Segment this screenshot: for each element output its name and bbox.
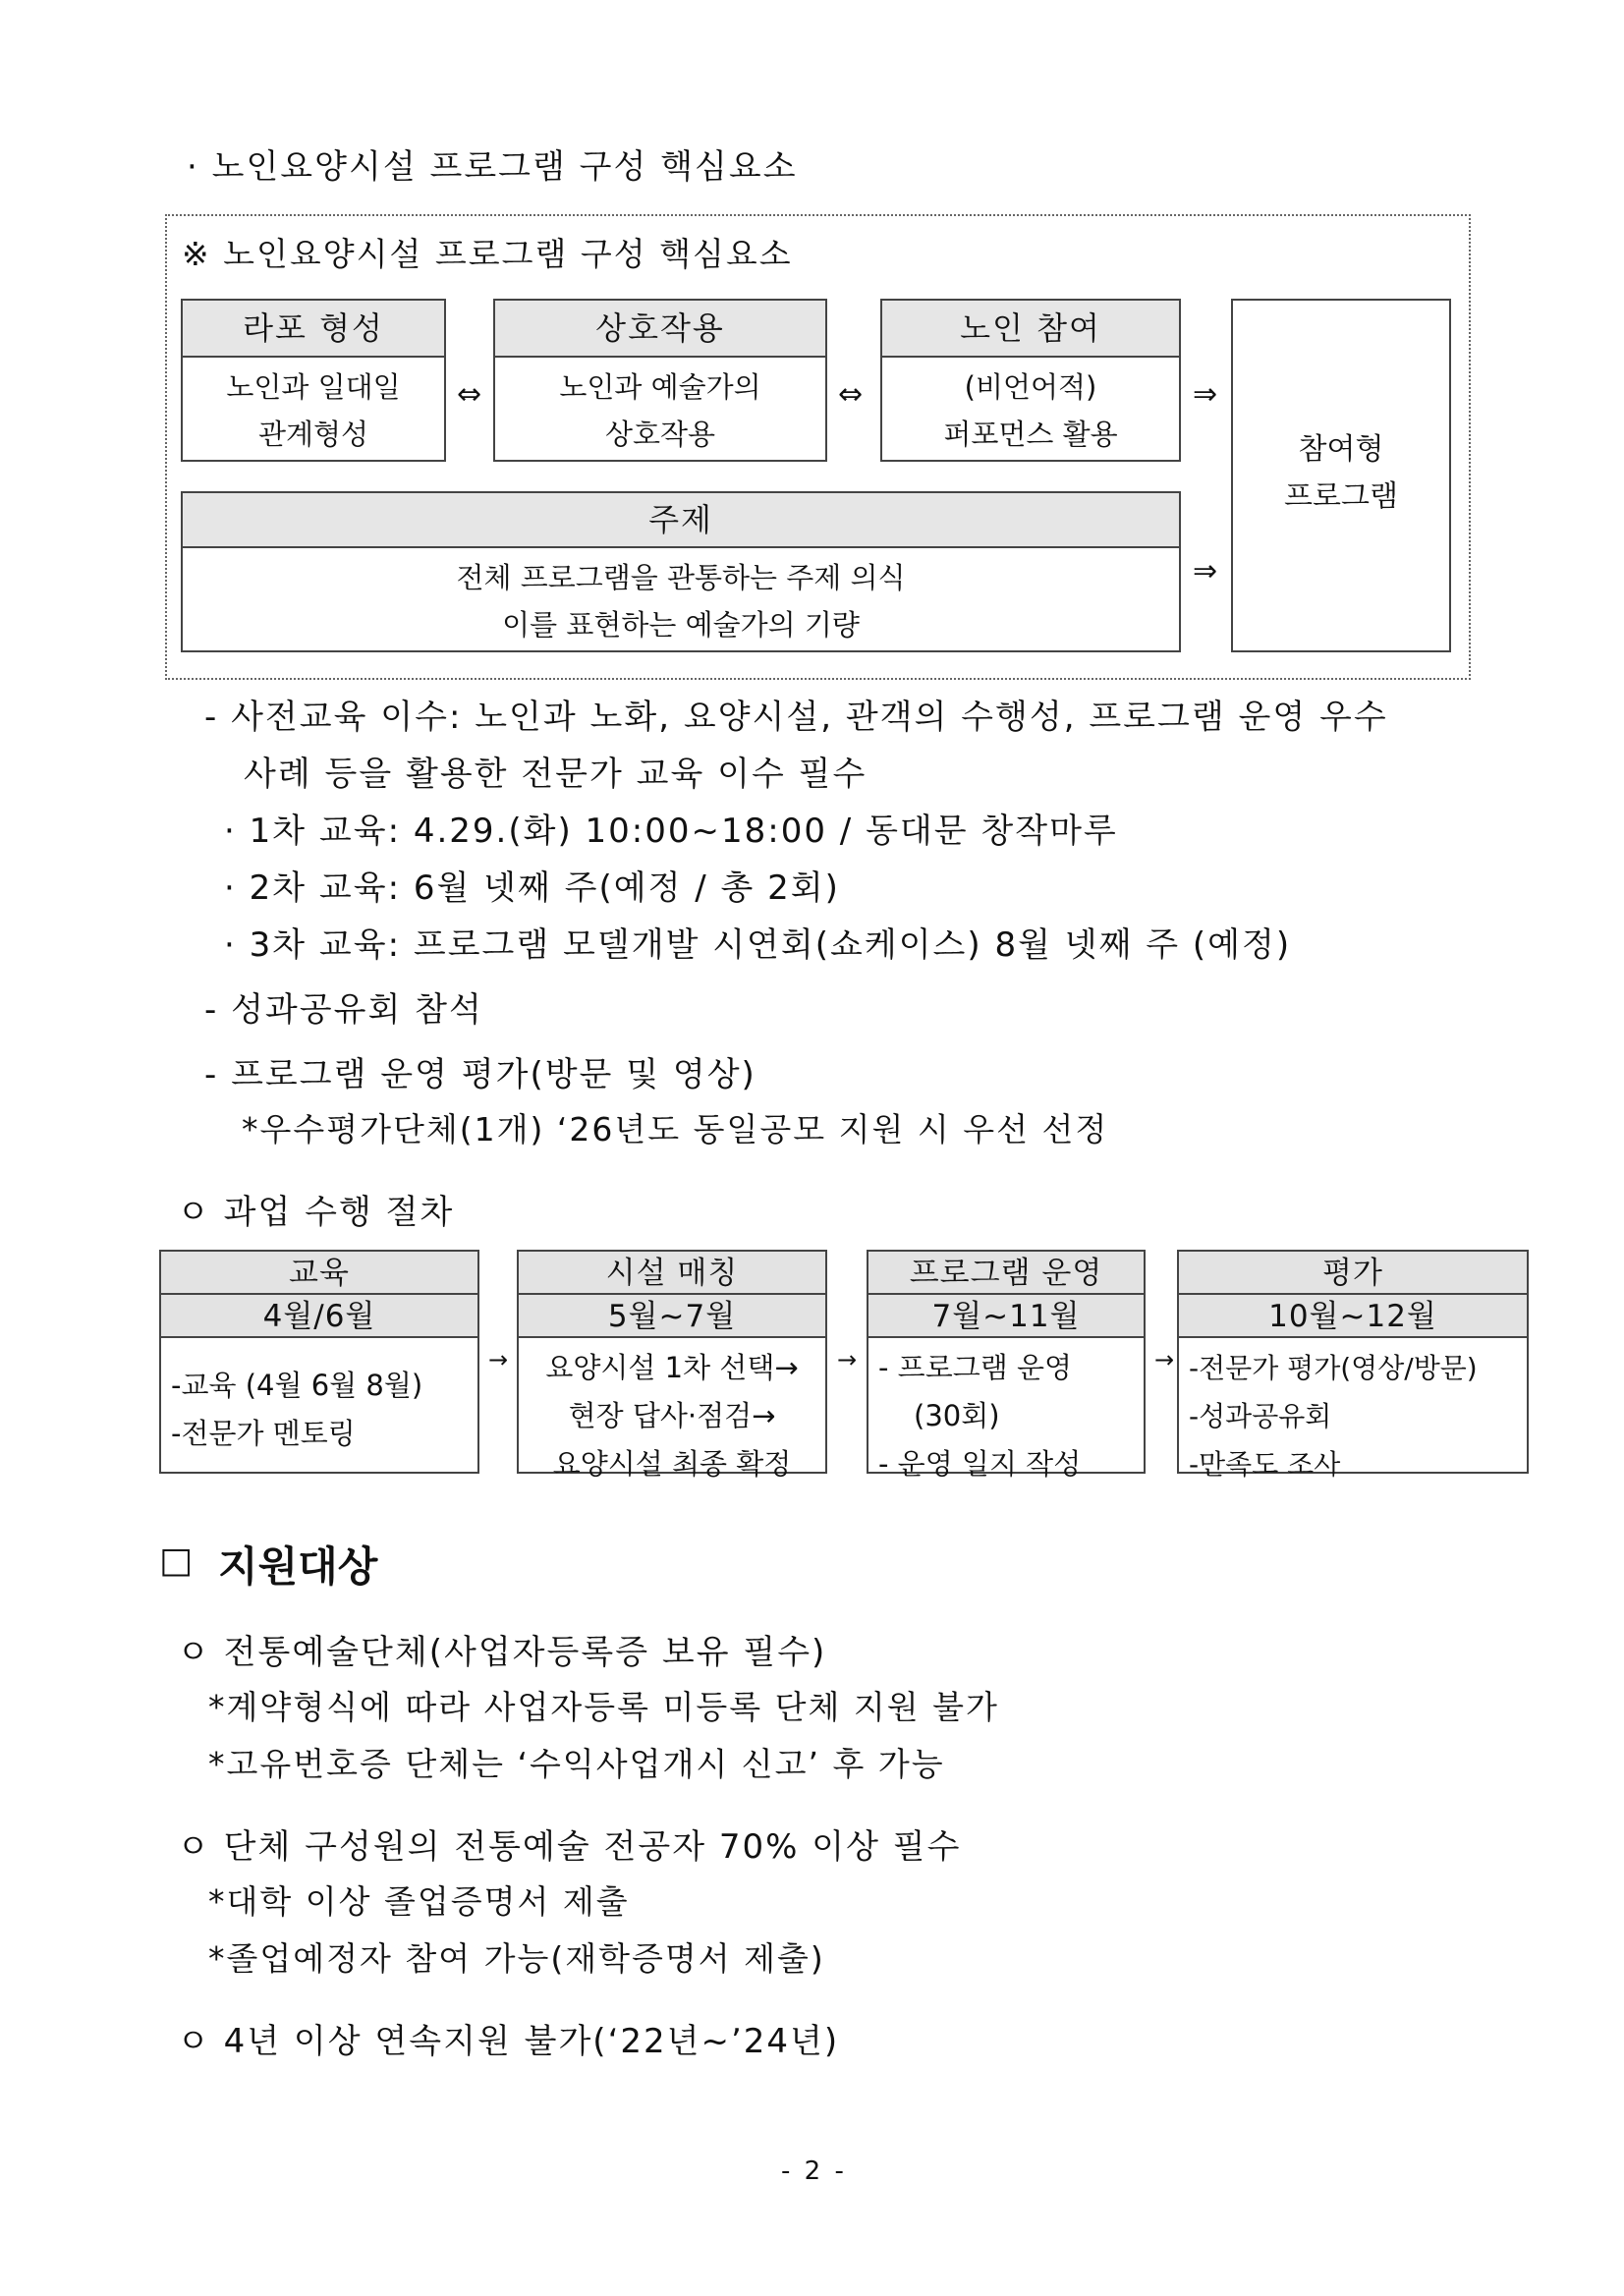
step-title: 시설 매칭: [519, 1252, 825, 1295]
participation-line1: (비언어적): [964, 370, 1097, 404]
bidirectional-arrow-icon: ⇔: [457, 377, 482, 412]
procedure-step-education: [159, 1250, 479, 1474]
education-line2: 사례 등을 활용한 전문가 교육 이수 필수: [244, 755, 868, 794]
step-title: 평가: [1179, 1252, 1527, 1295]
result-box: [1231, 299, 1451, 652]
education-line1: - 사전교육 이수: 노인과 노화, 요양시설, 관객의 수행성, 프로그램 운영 우수: [204, 698, 1388, 737]
support-note-1-1: *계약형식에 따라 사업자등록 미등록 단체 지원 불가: [208, 1688, 999, 1726]
procedure-step-evaluation: [1177, 1250, 1529, 1481]
interaction-line2: 상호작용: [604, 418, 716, 451]
education-item2: · 2차 교육: 6월 넷째 주(예정 / 총 2회): [224, 868, 840, 908]
step-line: 요양시설 최종 확정: [552, 1447, 792, 1481]
education-item1: · 1차 교육: 4.29.(화) 10:00~18:00 / 동대문 창작마루: [224, 812, 1118, 851]
rapport-box: [181, 299, 446, 462]
theme-box: [181, 491, 1181, 652]
interaction-box: [493, 299, 827, 462]
education-item3: · 3차 교육: 프로그램 모델개발 시연회(쇼케이스) 8월 넷째 주 (예정): [224, 925, 1292, 965]
step-line: 요양시설 1차 선택→: [545, 1351, 799, 1384]
support-bullet-3: ㅇ 4년 이상 연속지원 불가(‘22년~’24년): [177, 2022, 840, 2061]
support-bullet-2: ㅇ 단체 구성원의 전통예술 전공자 70% 이상 필수: [177, 1827, 962, 1867]
procedure-step-matching: [517, 1250, 827, 1481]
support-bullet-1: ㅇ 전통예술단체(사업자등록증 보유 필수): [177, 1633, 827, 1672]
page-number: - 2 -: [781, 2156, 847, 2186]
step-period: 10월~12월: [1179, 1295, 1527, 1338]
step-period: 7월~11월: [868, 1295, 1144, 1338]
step-line: -전문가 멘토링: [171, 1417, 356, 1450]
result-line2: 프로그램: [1284, 479, 1398, 514]
right-arrow-icon: →: [488, 1346, 509, 1373]
participation-header: 노인 참여: [882, 301, 1179, 358]
step-period: 5월~7월: [519, 1295, 825, 1338]
step-line: -만족도 조사: [1189, 1448, 1341, 1481]
checkbox-icon: □: [159, 1540, 194, 1581]
procedure-step-operation: [867, 1250, 1146, 1481]
rapport-line2: 관계형성: [257, 418, 369, 451]
step-line: (30회): [914, 1399, 1000, 1432]
rapport-header: 라포 형성: [183, 301, 444, 358]
interaction-line1: 노인과 예술가의: [559, 370, 761, 404]
right-arrow-icon: ⇒: [1193, 377, 1218, 412]
bidirectional-arrow-icon: ⇔: [838, 377, 864, 412]
step-line: - 운영 일지 작성: [878, 1447, 1082, 1481]
step-line: - 프로그램 운영: [878, 1351, 1072, 1384]
right-arrow-icon: →: [1154, 1346, 1175, 1373]
step-line: -성과공유회: [1189, 1400, 1332, 1432]
right-arrow-icon: →: [837, 1346, 858, 1373]
elements-heading: · 노인요양시설 프로그램 구성 핵심요소: [187, 147, 798, 187]
procedure-heading: ㅇ 과업 수행 절차: [177, 1193, 455, 1232]
interaction-header: 상호작용: [495, 301, 825, 358]
support-note-2-2: *졸업예정자 참여 가능(재학증명서 제출): [208, 1939, 825, 1978]
core-elements-title: ※ 노인요양시설 프로그램 구성 핵심요소: [182, 235, 793, 273]
support-note-1-2: *고유번호증 단체는 ‘수익사업개시 신고’ 후 가능: [208, 1745, 945, 1783]
participation-line2: 퍼포먼스 활용: [943, 418, 1118, 451]
evaluation-line: - 프로그램 운영 평가(방문 및 영상): [204, 1055, 756, 1094]
theme-line2: 이를 표현하는 예술가의 기량: [502, 608, 860, 642]
step-period: 4월/6월: [161, 1295, 477, 1338]
rapport-line1: 노인과 일대일: [226, 370, 401, 404]
step-line: -교육 (4월 6월 8월): [171, 1369, 423, 1402]
theme-header: 주제: [183, 493, 1179, 548]
step-line: 현장 답사·점검→: [568, 1399, 776, 1432]
right-arrow-icon: ⇒: [1193, 554, 1218, 588]
step-line: -전문가 평가(영상/방문): [1189, 1352, 1478, 1384]
theme-line1: 전체 프로그램을 관통하는 주제 의식: [456, 561, 906, 594]
evaluation-note: *우수평가단체(1개) ‘26년도 동일공모 지원 시 우선 선정: [242, 1110, 1109, 1148]
sharing-line: - 성과공유회 참석: [204, 990, 483, 1030]
support-title: 지원대상: [218, 1542, 378, 1591]
step-title: 프로그램 운영: [868, 1252, 1144, 1295]
result-line1: 참여형: [1298, 432, 1384, 467]
step-title: 교육: [161, 1252, 477, 1295]
participation-box: [880, 299, 1181, 462]
support-note-2-1: *대학 이상 졸업증명서 제출: [208, 1882, 630, 1921]
